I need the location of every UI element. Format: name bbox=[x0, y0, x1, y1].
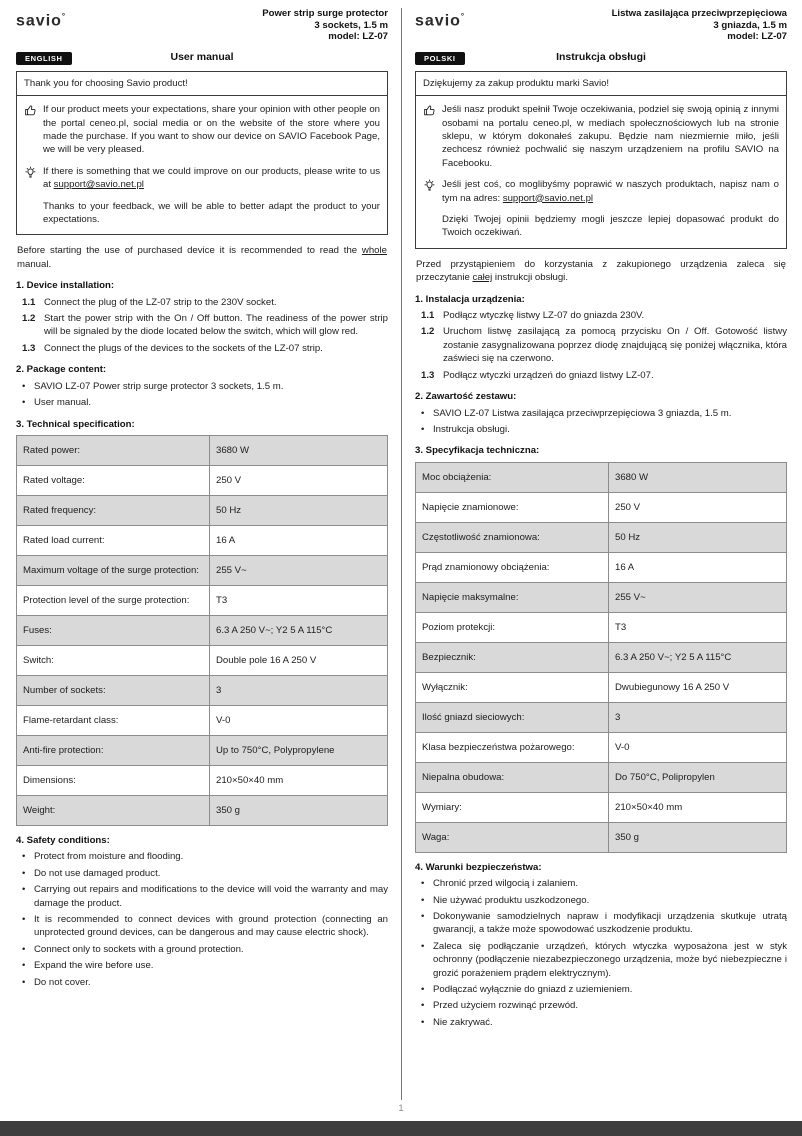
document-title: User manual bbox=[170, 50, 234, 63]
spec-row bbox=[17, 765, 388, 795]
list-item bbox=[22, 913, 388, 940]
step-text: Start the power strip with the On / Off button. The readiness of the power strip will be signaled by the diode located below the switch, which will glow red. bbox=[44, 313, 388, 338]
section-heading-specification: 3. Technical specification: bbox=[16, 418, 135, 430]
support-email: support@savio.net.pl bbox=[53, 179, 144, 191]
spec-value: T3 bbox=[210, 585, 388, 615]
column-english bbox=[16, 8, 388, 1100]
note-post: instrukcji obsługi. bbox=[492, 272, 568, 284]
step-text: Podłącz wtyczki urządzeń do gniazd listwy LZ-07. bbox=[443, 369, 654, 381]
feedback-box bbox=[415, 95, 787, 249]
spec-value: 255 V~ bbox=[609, 582, 787, 612]
spec-row bbox=[17, 435, 388, 465]
installation-step bbox=[421, 309, 787, 322]
spec-value: 3680 W bbox=[210, 435, 388, 465]
savio-logo bbox=[16, 8, 66, 30]
list-item bbox=[421, 1016, 787, 1029]
package-list bbox=[415, 407, 787, 437]
thanks-box bbox=[415, 71, 787, 96]
spec-row bbox=[416, 762, 787, 792]
spec-table bbox=[16, 435, 388, 826]
installation-list bbox=[16, 296, 388, 356]
list-item-text: Dokonywanie samodzielnych napraw i modyfikacji urządzenia skutkuje utratą gwarancji, a także może spowodować uszkodzenie produktu. bbox=[433, 910, 787, 936]
product-name: Listwa zasilająca przeciwprzepięciowa bbox=[611, 8, 787, 19]
logo-mark: ° bbox=[61, 12, 67, 21]
thanks-box bbox=[16, 71, 388, 96]
opinion-paragraph: Jeśli nasz produkt spełnił Twoje oczekiwania, podziel się swoją opinią z innymi osobami na portalu ceneo.pl, w mediach społecznościowych lub na stronie sklepu, w którym dokonałeś zakupu. Będzie nam niezmiernie miło, jeśli zechcesz również pochwalić się naszym urządzeniem na profilu SAVIO na Facebooku. bbox=[442, 104, 779, 169]
list-item-text: Zaleca się podłączanie urządzeń, których wtyczka wyposażona jest w styk ochronny (podłączenie niezabezpieczonego urządzenia, może być niebezpieczne i grozić porażeniem prądem elektrycznym). bbox=[433, 940, 787, 979]
spec-value: 6.3 A 250 V~; Y2 5 A 115°C bbox=[609, 642, 787, 672]
spec-row bbox=[416, 462, 787, 492]
installation-step bbox=[22, 342, 388, 355]
list-item-text: It is recommended to connect devices with ground protection (connecting an unprotected ground devices, can be dangerous and may cause electric shock). bbox=[34, 913, 388, 939]
spec-label: Wymiary: bbox=[416, 792, 609, 822]
column-polish bbox=[415, 8, 787, 1100]
thumb-up-icon bbox=[423, 103, 437, 170]
step-number: 1.1 bbox=[421, 310, 435, 322]
installation-list bbox=[415, 309, 787, 382]
section-heading-safety: 4. Safety conditions: bbox=[16, 834, 110, 846]
list-item bbox=[421, 877, 787, 890]
feedback-box bbox=[16, 95, 388, 235]
bullet-marker bbox=[421, 877, 428, 890]
spec-row bbox=[416, 642, 787, 672]
spec-label: Number of sockets: bbox=[17, 675, 210, 705]
bullet-marker bbox=[22, 959, 29, 972]
package-list bbox=[16, 380, 388, 410]
spec-value: 50 Hz bbox=[210, 495, 388, 525]
spec-label: Wyłącznik: bbox=[416, 672, 609, 702]
safety-list bbox=[16, 850, 388, 989]
section-heading-safety: 4. Warunki bezpieczeństwa: bbox=[415, 861, 542, 873]
list-item bbox=[421, 423, 787, 436]
spec-row bbox=[17, 735, 388, 765]
spec-row bbox=[17, 795, 388, 825]
spec-label: Fuses: bbox=[17, 615, 210, 645]
list-item-text: SAVIO LZ-07 Power strip surge protector 3 sockets, 1.5 m. bbox=[34, 380, 284, 392]
product-header bbox=[262, 8, 388, 43]
list-item bbox=[421, 910, 787, 937]
list-item bbox=[22, 943, 388, 956]
installation-step bbox=[22, 312, 388, 339]
product-header bbox=[612, 8, 787, 43]
spec-value: 50 Hz bbox=[609, 522, 787, 552]
spec-value: 255 V~ bbox=[210, 555, 388, 585]
spec-label: Protection level of the surge protection: bbox=[17, 585, 210, 615]
improve-text: Jeśli jest coś, co moglibyśmy poprawić w naszych produktach, napisz nam o tym na adres: bbox=[442, 179, 779, 204]
support-email: support@savio.net.pl bbox=[502, 192, 594, 204]
spec-value: 350 g bbox=[210, 795, 388, 825]
spec-label: Napięcie maksymalne: bbox=[416, 582, 609, 612]
list-item-text: Carrying out repairs and modifications to the device will void the warranty and may damage the product. bbox=[34, 884, 388, 909]
list-item bbox=[22, 850, 388, 863]
improve-paragraph bbox=[442, 178, 779, 205]
column-divider bbox=[401, 8, 402, 1100]
product-variant: 3 gniazda, 1.5 m bbox=[713, 19, 787, 31]
list-item-text: Protect from moisture and flooding. bbox=[34, 851, 184, 863]
list-item-text: Podłączać wyłącznie do gniazd z uziemieniem. bbox=[433, 983, 633, 995]
spec-value: 350 g bbox=[609, 822, 787, 852]
bullet-marker bbox=[22, 976, 29, 989]
list-item-text: Connect only to sockets with a ground protection. bbox=[34, 943, 244, 955]
bullet-marker bbox=[22, 396, 29, 409]
spec-value: V-0 bbox=[210, 705, 388, 735]
step-text: Podłącz wtyczkę listwy LZ-07 do gniazda 230V. bbox=[443, 310, 645, 322]
spec-row bbox=[416, 552, 787, 582]
list-item bbox=[22, 883, 388, 910]
spec-row bbox=[416, 822, 787, 852]
spec-label: Weight: bbox=[17, 795, 210, 825]
spec-label: Rated voltage: bbox=[17, 465, 210, 495]
spec-row bbox=[17, 705, 388, 735]
spec-row bbox=[17, 465, 388, 495]
lightbulb-icon bbox=[24, 165, 38, 192]
spec-value: V-0 bbox=[609, 732, 787, 762]
list-item-text: Chronić przed wilgocią i zalaniem. bbox=[433, 878, 579, 890]
bullet-marker bbox=[22, 943, 29, 956]
savio-logo bbox=[415, 8, 465, 30]
bullet-marker bbox=[421, 407, 428, 420]
feedback-paragraph: Thanks to your feedback, we will be able to better adapt the product to your expectations. bbox=[43, 200, 380, 226]
spec-value: 3 bbox=[609, 702, 787, 732]
bullet-marker bbox=[22, 380, 29, 393]
spec-value: Double pole 16 A 250 V bbox=[210, 645, 388, 675]
thanks-line: Thank you for choosing Savio product! bbox=[24, 77, 188, 89]
list-item-text: Expand the wire before use. bbox=[34, 960, 154, 972]
list-item bbox=[22, 380, 388, 393]
logo-text: savio bbox=[415, 12, 461, 30]
spec-label: Maximum voltage of the surge protection: bbox=[17, 555, 210, 585]
list-item-text: Nie używać produktu uszkodzonego. bbox=[433, 894, 590, 906]
spec-table bbox=[415, 462, 787, 853]
step-number: 1.3 bbox=[22, 342, 36, 354]
spec-label: Rated load current: bbox=[17, 525, 210, 555]
spec-value: 6.3 A 250 V~; Y2 5 A 115°C bbox=[210, 615, 388, 645]
logo-mark: ° bbox=[460, 12, 466, 21]
list-item-text: SAVIO LZ-07 Listwa zasilająca przeciwprzepięciowa 3 gniazda, 1.5 m. bbox=[433, 407, 732, 419]
improve-paragraph bbox=[43, 165, 380, 192]
spec-label: Niepalna obudowa: bbox=[416, 762, 609, 792]
spec-row bbox=[17, 585, 388, 615]
list-item bbox=[421, 983, 787, 996]
spec-value: 210×50×40 mm bbox=[609, 792, 787, 822]
step-text: Uruchom listwę zasilającą za pomocą przycisku On / Off. Gotowość listwy zostanie zasygnalizowana poprzez diodę znajdującą się poniżej włącznika, która zaświeci się na czerwono. bbox=[443, 326, 787, 365]
spec-row bbox=[416, 702, 787, 732]
read-manual-note bbox=[17, 244, 387, 271]
spec-value: 250 V bbox=[609, 492, 787, 522]
read-manual-note bbox=[416, 258, 786, 285]
list-item bbox=[421, 999, 787, 1012]
feedback-paragraph: Dzięki Twojej opinii będziemy mogli jeszcze lepiej dopasować produkt do Twoich oczekiwań. bbox=[442, 214, 779, 239]
bullet-marker bbox=[421, 940, 428, 980]
note-pre: Before starting the use of purchased device it is recommended to read the bbox=[17, 245, 362, 257]
list-item bbox=[22, 976, 388, 989]
spec-value: Up to 750°C, Polypropylene bbox=[210, 735, 388, 765]
section-heading-installation: 1. Instalacja urządzenia: bbox=[415, 293, 525, 305]
spec-value: 3680 W bbox=[609, 462, 787, 492]
step-number: 1.2 bbox=[421, 326, 435, 338]
spec-label: Switch: bbox=[17, 645, 210, 675]
spec-row bbox=[416, 492, 787, 522]
spec-value: T3 bbox=[609, 612, 787, 642]
spec-row bbox=[17, 525, 388, 555]
spec-row bbox=[17, 675, 388, 705]
list-item-text: Do not use damaged product. bbox=[34, 867, 161, 879]
bullet-marker bbox=[421, 983, 428, 996]
bullet-marker bbox=[22, 867, 29, 880]
spec-label: Flame-retardant class: bbox=[17, 705, 210, 735]
spec-label: Rated frequency: bbox=[17, 495, 210, 525]
bullet-marker bbox=[22, 883, 29, 910]
list-item bbox=[421, 940, 787, 980]
list-item-text: Przed użyciem rozwinąć przewód. bbox=[433, 1000, 579, 1012]
bullet-marker bbox=[22, 850, 29, 863]
spec-label: Bezpiecznik: bbox=[416, 642, 609, 672]
spec-label: Anti-fire protection: bbox=[17, 735, 210, 765]
product-model: model: LZ-07 bbox=[727, 31, 787, 43]
spec-row bbox=[416, 612, 787, 642]
language-badge: ENGLISH bbox=[16, 52, 72, 65]
spec-row bbox=[416, 672, 787, 702]
bullet-marker bbox=[421, 999, 428, 1012]
spec-label: Poziom protekcji: bbox=[416, 612, 609, 642]
list-item-text: Do not cover. bbox=[34, 976, 91, 988]
spec-row bbox=[416, 582, 787, 612]
logo-text: savio bbox=[16, 12, 62, 30]
opinion-paragraph: If our product meets your expectations, share your opinion with other people on the portal ceneo.pl, social media or on the website of the store where you made the purchase. If you want to show our device on SAVIO Facebook Page, we will be very pleased. bbox=[43, 104, 380, 156]
spec-row bbox=[416, 522, 787, 552]
bullet-marker bbox=[421, 894, 428, 907]
spec-value: Do 750°C, Polipropylen bbox=[609, 762, 787, 792]
page-number: 1 bbox=[398, 1102, 404, 1114]
spec-value: 16 A bbox=[609, 552, 787, 582]
list-item bbox=[421, 894, 787, 907]
spec-row bbox=[17, 615, 388, 645]
spec-row bbox=[17, 555, 388, 585]
bullet-marker bbox=[421, 910, 428, 937]
spec-label: Rated power: bbox=[17, 435, 210, 465]
note-underlined-word: whole bbox=[361, 245, 387, 257]
spec-label: Dimensions: bbox=[17, 765, 210, 795]
thumb-up-icon bbox=[24, 103, 38, 157]
safety-list bbox=[415, 877, 787, 1029]
step-text: Connect the plug of the LZ-07 strip to the 230V socket. bbox=[44, 296, 277, 308]
list-item bbox=[22, 396, 388, 409]
bullet-marker bbox=[421, 423, 428, 436]
spec-label: Waga: bbox=[416, 822, 609, 852]
list-item-text: Instrukcja obsługi. bbox=[433, 423, 510, 435]
spec-value: Dwubiegunowy 16 A 250 V bbox=[609, 672, 787, 702]
spec-value: 3 bbox=[210, 675, 388, 705]
spec-label: Prąd znamionowy obciążenia: bbox=[416, 552, 609, 582]
list-item bbox=[421, 407, 787, 420]
spec-value: 250 V bbox=[210, 465, 388, 495]
section-heading-package: 2. Package content: bbox=[16, 364, 107, 376]
installation-step bbox=[22, 296, 388, 309]
spec-label: Ilość gniazd sieciowych: bbox=[416, 702, 609, 732]
lightbulb-icon bbox=[423, 178, 437, 205]
document-title: Instrukcja obsługi bbox=[556, 50, 646, 63]
list-item bbox=[22, 959, 388, 972]
thanks-line: Dziękujemy za zakup produktu marki Savio! bbox=[423, 77, 610, 89]
section-heading-installation: 1. Device installation: bbox=[16, 280, 115, 292]
spec-row bbox=[17, 645, 388, 675]
spec-label: Klasa bezpieczeństwa pożarowego: bbox=[416, 732, 609, 762]
spec-label: Częstotliwość znamionowa: bbox=[416, 522, 609, 552]
spec-row bbox=[416, 732, 787, 762]
spec-label: Napięcie znamionowe: bbox=[416, 492, 609, 522]
installation-step bbox=[421, 369, 787, 382]
spec-row bbox=[416, 792, 787, 822]
product-variant: 3 sockets, 1.5 m bbox=[314, 19, 388, 31]
footer-bar bbox=[0, 1121, 802, 1136]
spec-value: 16 A bbox=[210, 525, 388, 555]
spec-value: 210×50×40 mm bbox=[210, 765, 388, 795]
note-pre: Przed przystąpieniem do korzystania z zakupionego urządzenia zaleca się przeczytanie bbox=[416, 258, 786, 284]
bullet-marker bbox=[22, 913, 29, 940]
step-number: 1.1 bbox=[22, 296, 36, 308]
list-item bbox=[22, 867, 388, 880]
spec-label: Moc obciążenia: bbox=[416, 462, 609, 492]
step-number: 1.2 bbox=[22, 313, 36, 325]
product-model: model: LZ-07 bbox=[328, 31, 388, 43]
note-underlined-word: całej bbox=[472, 272, 493, 284]
spec-row bbox=[17, 495, 388, 525]
section-heading-package: 2. Zawartość zestawu: bbox=[415, 391, 517, 403]
step-text: Connect the plugs of the devices to the sockets of the LZ-07 strip. bbox=[44, 342, 323, 354]
product-name: Power strip surge protector bbox=[262, 8, 388, 19]
section-heading-specification: 3. Specyfikacja techniczna: bbox=[415, 445, 540, 457]
language-badge: POLSKI bbox=[415, 52, 465, 65]
list-item-text: Nie zakrywać. bbox=[433, 1016, 493, 1028]
step-number: 1.3 bbox=[421, 369, 435, 381]
improve-text: If there is something that we could improve on our products, please write to us at bbox=[43, 165, 380, 191]
bullet-marker bbox=[421, 1016, 428, 1029]
note-post: manual. bbox=[17, 258, 52, 270]
list-item-text: User manual. bbox=[34, 397, 92, 409]
installation-step bbox=[421, 325, 787, 365]
